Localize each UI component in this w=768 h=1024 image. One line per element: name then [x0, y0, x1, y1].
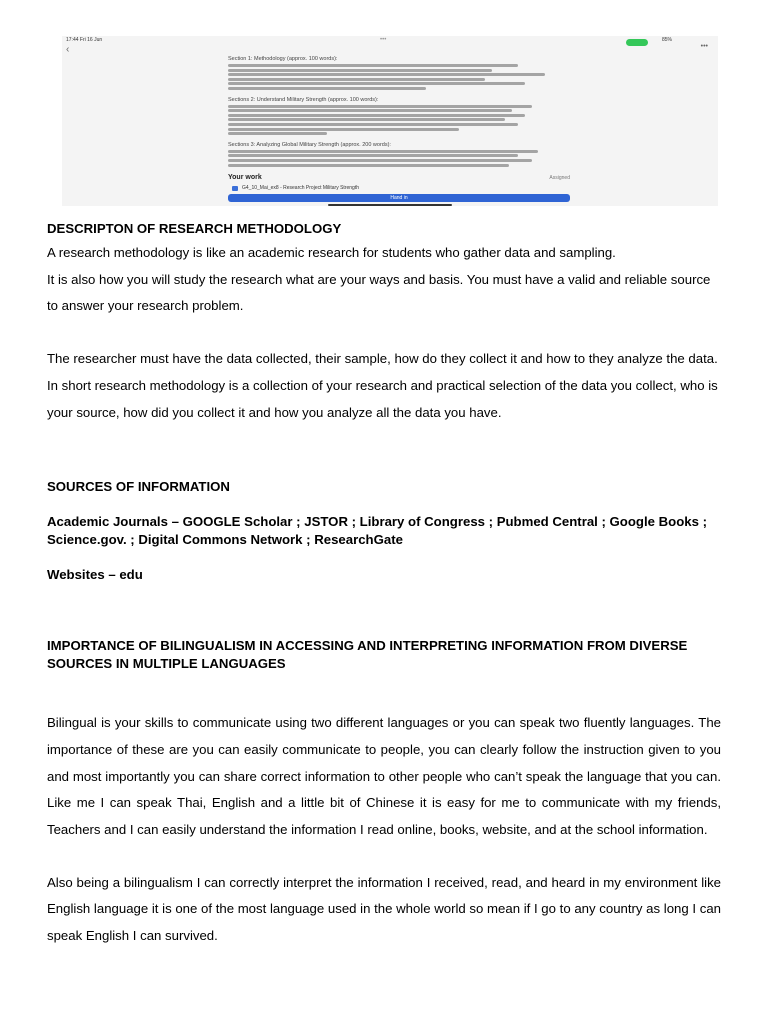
methodology-line-2: It is also how you will study the research what are your ways and basis. You must have a valid and reliable source to answer your research problem. — [47, 271, 711, 314]
attachment-name: G4_10_Mai_ex8 - Research Project Military Strength — [242, 185, 359, 191]
assignment-instructions — [228, 56, 558, 168]
your-work-label: Your work — [228, 174, 262, 181]
heading-research-methodology: DESCRIPTON OF RESEARCH METHODOLOGY — [47, 221, 342, 236]
home-indicator — [328, 204, 452, 206]
hand-in-button: Hand in — [228, 194, 570, 202]
section2-title: Sections 2: Understand Military Strength (approx. 100 words): — [228, 96, 379, 103]
methodology-line-1: A research methodology is like an academic research for students who gather data and sampling. — [47, 245, 616, 260]
heading-importance-of-bilingualism: IMPORTANCE OF BILINGUALISM IN ACCESSING AND INTERPRETING INFORMATION FROM DIVERSE SOURCES IN MULTIPLE LANGUAGES — [47, 638, 688, 672]
assigned-status: Assigned — [549, 175, 570, 181]
academic-journals-list: Academic Journals – GOOGLE Scholar ; JSTOR ; Library of Congress ; Pubmed Central ; Google Books ; Science.gov. ; Digital Commons Network ; ResearchGate — [47, 514, 707, 548]
status-bar — [62, 36, 718, 50]
call-indicator-icon — [626, 39, 648, 46]
more-options-icon: ••• — [700, 43, 708, 50]
back-chevron-icon: ‹ — [66, 44, 70, 55]
bilingualism-paragraph-2: Also being a bilingualism I can correctly interpret the information I received, read, and heard in my environment like English language it is one of the most language used in the whole world so mean if I go to any country as long I can speak English I can survived. — [47, 874, 721, 944]
websites-source: Websites – edu — [47, 567, 143, 583]
section3-title: Sections 3: Analyzing Global Military Strength (approx. 200 words): — [228, 141, 391, 148]
battery-level: 85% — [662, 37, 673, 43]
document-file-icon — [232, 186, 238, 191]
attachment-row — [232, 185, 562, 193]
status-time: 17:44 Fri 16 Jun — [66, 37, 103, 43]
document-body — [47, 220, 721, 950]
section1-title: Section 1: Methodology (approx. 100 words): — [228, 56, 338, 62]
bilingualism-paragraph-1: Bilingual is your skills to communicate using two different languages or you can speak two fluently languages. The importance of these are you can easily communicate to people, you can clearly follow the instruction given to you and most importantly you can share correct information to other people who can’t speak the language that you can. Like me I can speak Thai, English and a little bit of Chinese it is easy for me to communicate with my friends, Teachers and I can easily understand the information I read online, books, website, and at the school information. — [47, 715, 721, 838]
heading-sources-of-information: SOURCES OF INFORMATION — [47, 479, 230, 495]
assignment-screenshot-image — [62, 36, 718, 206]
status-dots: ••• — [380, 37, 387, 43]
methodology-paragraph-2: The researcher must have the data collected, their sample, how do they collect it and how to they analyze the data. In short research methodology is a collection of your research and practical selection of the data you collect, who is your source, how did you collect it and how you analyze all the data you have. — [47, 351, 718, 420]
